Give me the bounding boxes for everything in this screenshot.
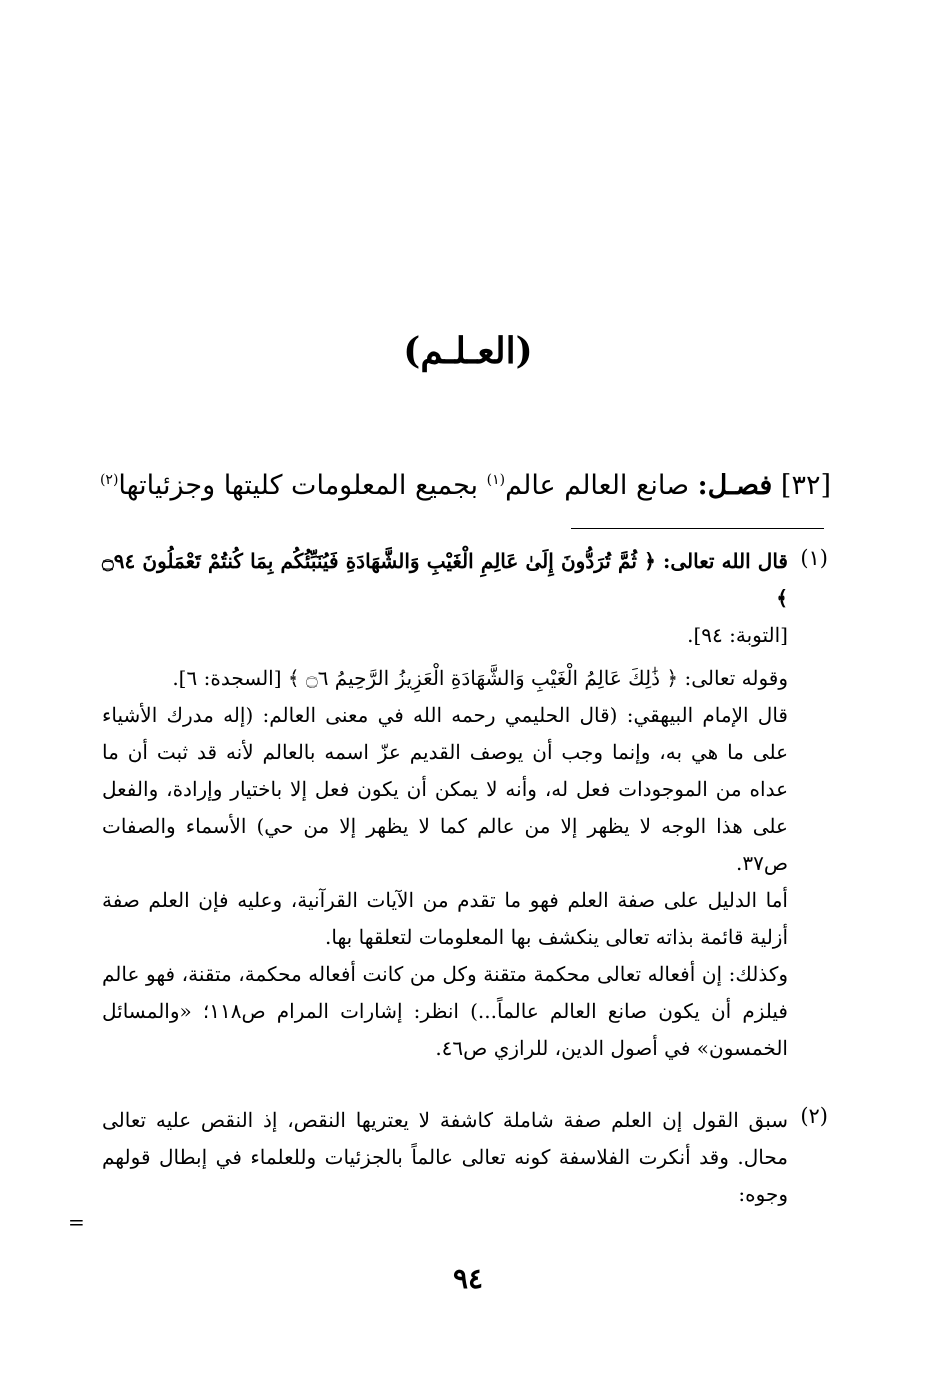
- section-heading: [71, 470, 831, 501]
- footnote-1-verse-ref-1: [التوبة: ٩٤].: [687, 623, 788, 647]
- footnote-1-references: وكذلك: إن أفعاله تعالى محكمة متقنة وكل من كانت أفعاله محكمة، متقنة، فهو عالم فيلزم أن يكون صانع العالم عالماً...) انظر: إشارات المرام ص١١٨؛ «والمسائل الخمسون» في أصول الدين، للرازي ص٤٦.: [102, 962, 788, 1060]
- chapter-title: (العـلـم): [403, 330, 533, 372]
- footnote-ref-1[interactable]: (١): [486, 472, 506, 488]
- footnote-1-evidence: أما الدليل على صفة العلم فهو ما تقدم من الآيات القرآنية، وعليه فإن العلم صفة أزلية قائمة بذاته تعالى ينكشف بها المعلومات لتعلقها بها.: [102, 888, 788, 949]
- section-number: [٣٢]: [780, 470, 831, 501]
- section-label: فصـل:: [697, 470, 773, 501]
- section-text-a: صانع العالم عالم: [505, 470, 690, 501]
- footnote-1-bayhaqi-quote: قال الإمام البيهقي: (قال الحليمي رحمه الله في معنى العالم: (إله مدرك الأشياء على ما هي به، وإنما وجب أن يوصف القديم عزّ اسمه بالعالم لأنه قد ثبت أن ما عداه من الموجودات فعل له، وأنه لا يمكن أن يكون فعل إلا باختيار وإرادة، والفعل على هذا الوجه لا يظهر إلا من عالم كما لا يظهر إلا من حي) الأسماء والصفات ص٣٧.: [102, 703, 788, 875]
- footnote-2-number: (٢): [800, 1104, 828, 1128]
- footnote-2-text: سبق القول إن العلم صفة شاملة كاشفة لا يعتريها النقص، إذ النقص عليه تعالى محال. وقد أنكرت الفلاسفة كونه تعالى عالماً بالجزئيات وللعلماء في إبطال قولهم وجوه:: [102, 1108, 788, 1206]
- footnote-1: [102, 543, 788, 1067]
- footnote-separator: [571, 528, 824, 529]
- footnote-1-quran-verse-2: وقوله تعالى: ﴿ ذَٰلِكَ عَالِمُ الْغَيْبِ وَالشَّهَادَةِ الْعَزِيزُ الرَّحِيمُ ۝٦ ﴾ [السجدة: ٦].: [172, 666, 788, 690]
- footnote-2: [102, 1102, 788, 1213]
- footnote-1-number: (١): [800, 546, 828, 570]
- section-text-b: بجميع المعلومات كليتها وجزئياتها: [118, 470, 479, 501]
- page-number: ٩٤: [452, 1262, 484, 1295]
- footnote-ref-2[interactable]: (٢): [99, 472, 119, 488]
- continuation-mark: =: [68, 1210, 85, 1234]
- footnote-1-quran-verse-1: قال الله تعالى: ﴿ ثُمَّ تُرَدُّونَ إِلَىٰ عَالِمِ الْغَيْبِ وَالشَّهَادَةِ فَيُنَبِّئُكُم بِمَا كُنتُمْ تَعْمَلُونَ ۝٩٤ ﴾: [102, 549, 788, 610]
